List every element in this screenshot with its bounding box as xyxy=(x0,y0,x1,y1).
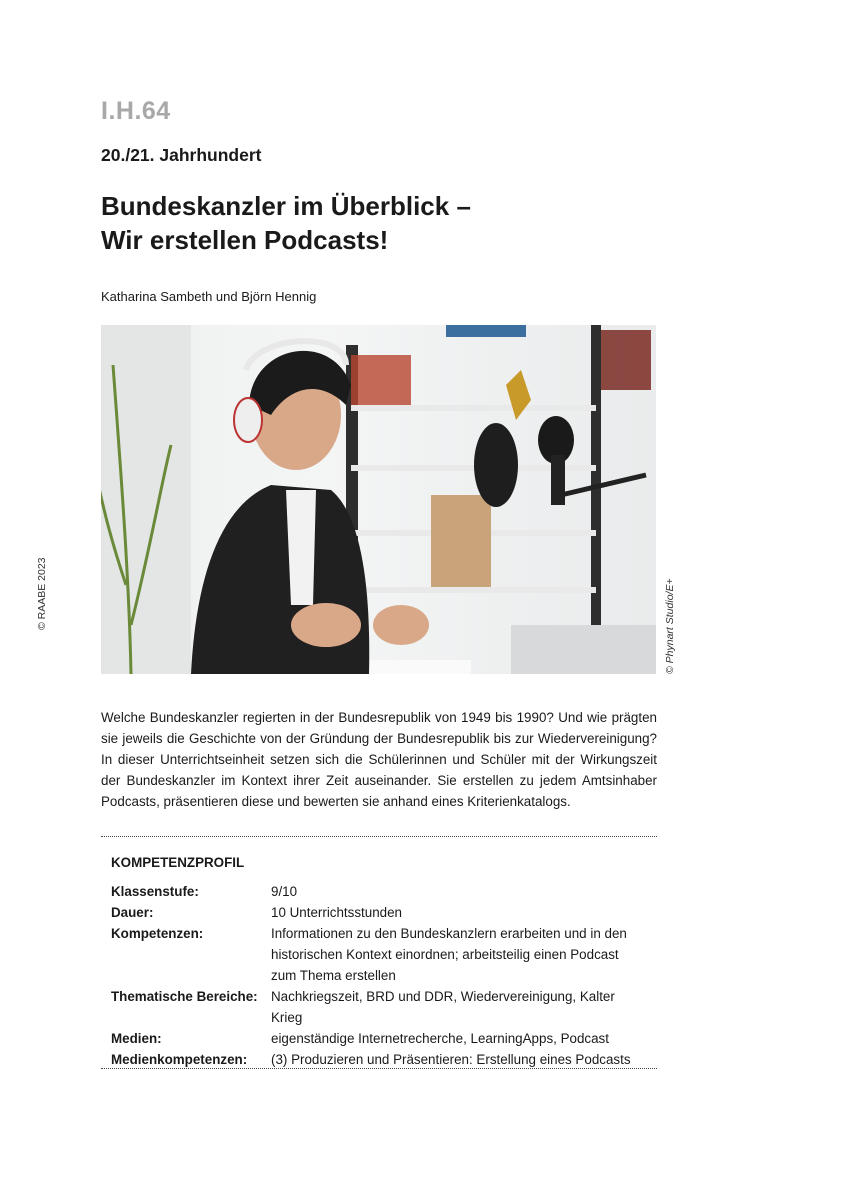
dotted-divider-top xyxy=(101,836,657,837)
row-label: Klassenstufe: xyxy=(111,884,199,899)
row-value: 10 Unterrichtsstunden xyxy=(271,905,403,920)
authors: Katharina Sambeth und Björn Hennig xyxy=(101,289,317,304)
row-value: Nachkriegszeit, BRD und DDR, Wiedervereinigung, Kalter Krieg xyxy=(271,989,615,1025)
profile-row-competences xyxy=(111,923,651,986)
row-label: Medienkompetenzen: xyxy=(111,1052,248,1067)
unit-code: I.H.64 xyxy=(101,97,171,125)
intro-paragraph: Welche Bundeskanzler regierten in der Bundesrepublik von 1949 bis 1990? Und wie prägten sie jeweils die Geschichte von der Gründung der Bundesrepublik bis zur Wiedervereinigung? In dieser Unterrichtseinheit setzen sich die Schülerinnen und Schüler mit der Wirkungszeit der Bundeskanzler im Kontext ihrer Zeit auseinander. Sie erstellen zu jedem Amtsinhaber Podcasts, präsentieren diese und bewerten sie anhand eines Kriterienkatalogs. xyxy=(101,710,657,809)
copyright-notice: © RAABE 2023 xyxy=(36,557,48,630)
row-value: (3) Produzieren und Präsentieren: Erstellung eines Podcasts xyxy=(271,1052,631,1067)
podcast-photo-illustration xyxy=(101,325,656,674)
title-line-2: Wir erstellen Podcasts! xyxy=(101,225,389,255)
profile-heading: KOMPETENZPROFIL xyxy=(111,855,245,870)
row-label: Dauer: xyxy=(111,905,154,920)
profile-row-media-competences xyxy=(111,1049,651,1070)
photo-credit: © Phynart Studio/E+ xyxy=(664,578,676,674)
dotted-divider-bottom xyxy=(101,1068,657,1069)
profile-row-media xyxy=(111,1028,651,1049)
profile-row-grade xyxy=(111,881,651,902)
title-line-1: Bundeskanzler im Überblick – xyxy=(101,191,471,221)
page-title xyxy=(101,189,471,257)
era-subtitle: 20./21. Jahrhundert xyxy=(101,145,262,165)
row-value: eigenständige Internetrecherche, LearningApps, Podcast xyxy=(271,1031,609,1046)
cover-photo xyxy=(101,325,656,674)
row-label: Medien: xyxy=(111,1031,162,1046)
profile-row-topics xyxy=(111,986,651,1028)
profile-row-duration xyxy=(111,902,651,923)
row-value: 9/10 xyxy=(271,884,298,899)
row-label: Thematische Bereiche: xyxy=(111,989,258,1004)
competence-profile xyxy=(111,855,651,1070)
row-label: Kompetenzen: xyxy=(111,926,204,941)
row-value: Informationen zu den Bundeskanzlern erarbeiten und in den historischen Kontext einordnen; arbeitsteilig einen Podcast zum Thema erstellen xyxy=(271,926,627,983)
